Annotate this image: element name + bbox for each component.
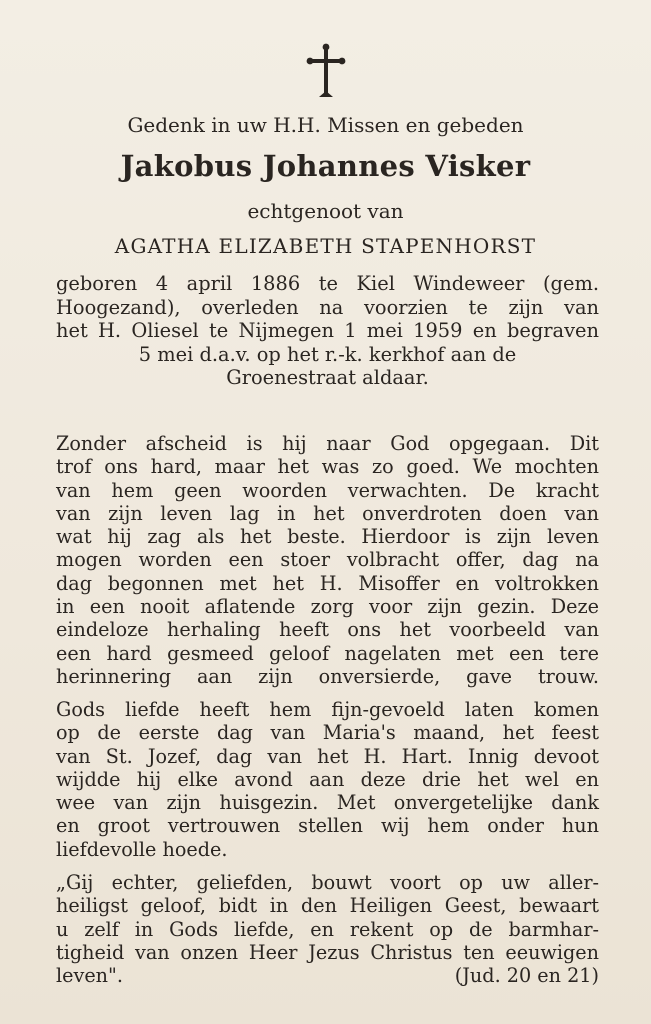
text-line: liefdevolle hoede. — [56, 837, 228, 861]
quote-line: leven". — [56, 964, 123, 988]
intro-text: Gedenk in uw H.H. Missen en gebeden — [127, 113, 524, 137]
text-line: van St. Jozef, dag van het H. Hart. Innig devoot — [56, 744, 599, 768]
bio-line: geboren 4 april 1886 te Kiel Windeweer (gem. — [56, 272, 599, 295]
text-line: wijdde hij elke avond aan deze drie het wel en — [56, 767, 599, 791]
bio-line: 5 mei d.a.v. op het r.-k. kerkhof aan de — [138, 342, 517, 366]
bio-line: Hoogezand), overleden na voorzien te zijn van — [56, 295, 599, 319]
quote-line: heiligst geloof, bidt in den Heiligen Geest, bewaart — [56, 894, 599, 918]
bio-line: Groenestraat aldaar. — [226, 366, 429, 390]
deceased-name: Jakobus Johannes Visker — [120, 149, 531, 183]
quote-last-line — [56, 964, 599, 987]
quote-line: „Gij echter, geliefden, bouwt voort op uw aller- — [56, 871, 599, 894]
text-line: wee van zijn huisgezin. Met onvergetelijke dank — [56, 791, 599, 815]
text-line: wat hij zag als het beste. Hierdoor is zijn leven — [56, 525, 599, 549]
bio-line: het H. Oliesel te Nijmegen 1 mei 1959 en begraven — [56, 319, 599, 343]
text-line: op de eerste dag van Maria's maand, het feest — [56, 721, 599, 745]
paragraph-2 — [56, 698, 599, 861]
scripture-quote — [56, 871, 599, 987]
text-line: herinnering aan zijn onversierde, gave trouw. — [56, 664, 599, 688]
cross-icon — [306, 42, 346, 100]
text-line: van hem geen woorden verwachten. De kracht — [56, 478, 599, 502]
text-line: van zijn leven lag in het onverdroten doen van — [56, 501, 599, 525]
scripture-reference: (Jud. 20 en 21) — [454, 964, 599, 988]
text-line: Zonder afscheid is hij naar God opgegaan. Dit — [56, 432, 599, 455]
spouse-label: echtgenoot van — [247, 199, 404, 223]
paragraph-1 — [56, 432, 599, 688]
text-line: eindeloze herhaling heeft ons het voorbeeld van — [56, 618, 599, 642]
biography — [56, 272, 599, 390]
text-line: mogen worden een stoer volbracht offer, dag na — [56, 548, 599, 572]
spouse-name: AGATHA ELIZABETH STAPENHORST — [114, 234, 537, 258]
text-line: trof ons hard, maar het was zo goed. We mochten — [56, 455, 599, 479]
text-line: een hard gesmeed geloof nagelaten met een tere — [56, 641, 599, 665]
text-line: Gods liefde heeft hem fijn-gevoeld laten komen — [56, 698, 599, 721]
text-line: dag begonnen met het H. Misoffer en voltrokken — [56, 571, 599, 595]
quote-line: u zelf in Gods liefde, en rekent op de barmhar- — [56, 917, 599, 941]
text-line: in een nooit aflatende zorg voor zijn gezin. Deze — [56, 595, 599, 619]
quote-line: tigheid van onzen Heer Jezus Christus ten eeuwigen — [56, 940, 599, 964]
text-line: en groot vertrouwen stellen wij hem onder hun — [56, 814, 599, 838]
